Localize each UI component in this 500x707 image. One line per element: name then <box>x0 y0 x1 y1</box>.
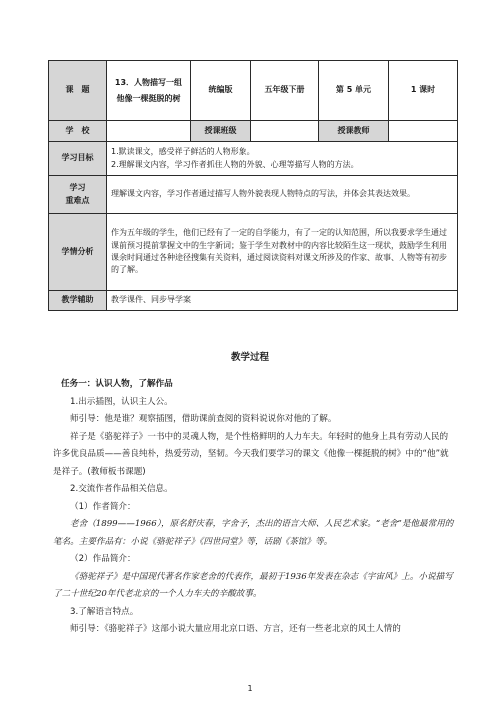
paragraph: 祥子是《骆驼祥子》一书中的灵魂人物，是个性格鲜明的人力车夫。年轻时的他身上具有劳动人民的许多优良品质——善良纯朴，热爱劳动，坚韧。今天我们要学习的课文《他像一棵挺脱的树》中的“他”就是祥子。(教师板书课题) <box>53 431 449 477</box>
process-title: 教学过程 <box>230 352 269 363</box>
hours-cell: 1 课时 <box>389 61 458 121</box>
focus-content: 理解课文内容，学习作者通过描写人物外貌表现人物特点的写法，并体会其表达效果。 <box>107 176 458 214</box>
focus-label-line2: 重难点 <box>65 195 90 205</box>
teacher-value <box>389 121 458 142</box>
paragraph: 3.了解语言特点。 <box>70 606 139 617</box>
page-number: 1 <box>247 684 253 693</box>
task-heading: 任务一：认识人物，了解作品 <box>61 379 173 389</box>
analysis-content: 作为五年级的学生，他们已经有了一定的自学能力，有了一定的认知范围，所以我要求学生通过课前预习提前掌握文中的生字新词；鉴于学生对教材中的内容比较陌生这一现状，鼓励学生利用课余时间通过各种途径搜集有关资料，通过阅读资料对课文所涉及的作家、故事、人物等有初步的了解。 <box>107 214 458 291</box>
lesson-title-line1: 13．人物描写一组 <box>114 78 183 88</box>
paragraph: 师引导：《骆驼祥子》这部小说大量应用北京口语、方言，还有一些老北京的风土人情的 <box>70 624 401 634</box>
author-intro: 老舍（1899——1966），原名舒庆春，字舍予，杰出的语言大师、人民艺术家。“老舍”是他最常用的笔名。主要作品有：小说《骆驼祥子》《四世同堂》等，话剧《茶馆》等。 <box>53 519 454 547</box>
aids-content: 教学课件、同步导学案 <box>107 291 458 311</box>
paragraph: 师引导：他是谁？观察插图，借助课前查阅的资料说说你对他的了解。 <box>70 414 337 424</box>
class-value <box>251 121 319 142</box>
goals-label: 学习目标 <box>49 142 107 176</box>
work-intro: 《骆驼祥子》是中国现代著名作家老舍的代表作，最初于1936年发表在杂志《宇宙风》上。小说描写了二十世纪20年代老北京的一个人力车夫的辛酸故事。 <box>53 571 453 599</box>
school-value <box>107 121 191 142</box>
teacher-label: 授课教师 <box>319 121 389 142</box>
lesson-title-line2: 他像一棵挺脱的树 <box>116 93 181 103</box>
aids-label: 教学辅助 <box>49 291 107 311</box>
lesson-info-table <box>48 60 458 311</box>
unit-cell: 第 5 单元 <box>319 61 389 121</box>
analysis-label: 学情分析 <box>49 214 107 291</box>
process-body <box>53 376 455 639</box>
focus-label <box>49 176 107 214</box>
edition-cell: 统编版 <box>191 61 251 121</box>
lesson-label: 课 题 <box>49 61 107 121</box>
goals-content <box>107 142 458 176</box>
paragraph: （2）作品简介： <box>70 554 136 564</box>
goal-item: 2.理解课文内容，学习作者抓住人物的外貌、心理等描写人物的方法。 <box>111 159 359 169</box>
grade-cell: 五年级下册 <box>251 61 319 121</box>
school-label: 学 校 <box>49 121 107 142</box>
paragraph: （1）作者简介： <box>70 501 136 512</box>
paragraph: 1.出示插图，认识主人公。 <box>70 396 173 407</box>
class-label: 授课班级 <box>191 121 251 142</box>
lesson-title-cell <box>107 61 191 121</box>
goal-item: 1.默读课文，感受祥子鲜活的人物形象。 <box>111 147 255 157</box>
paragraph: 2.交流作者作品相关信息。 <box>70 484 173 494</box>
focus-label-line1: 学习 <box>69 183 86 193</box>
